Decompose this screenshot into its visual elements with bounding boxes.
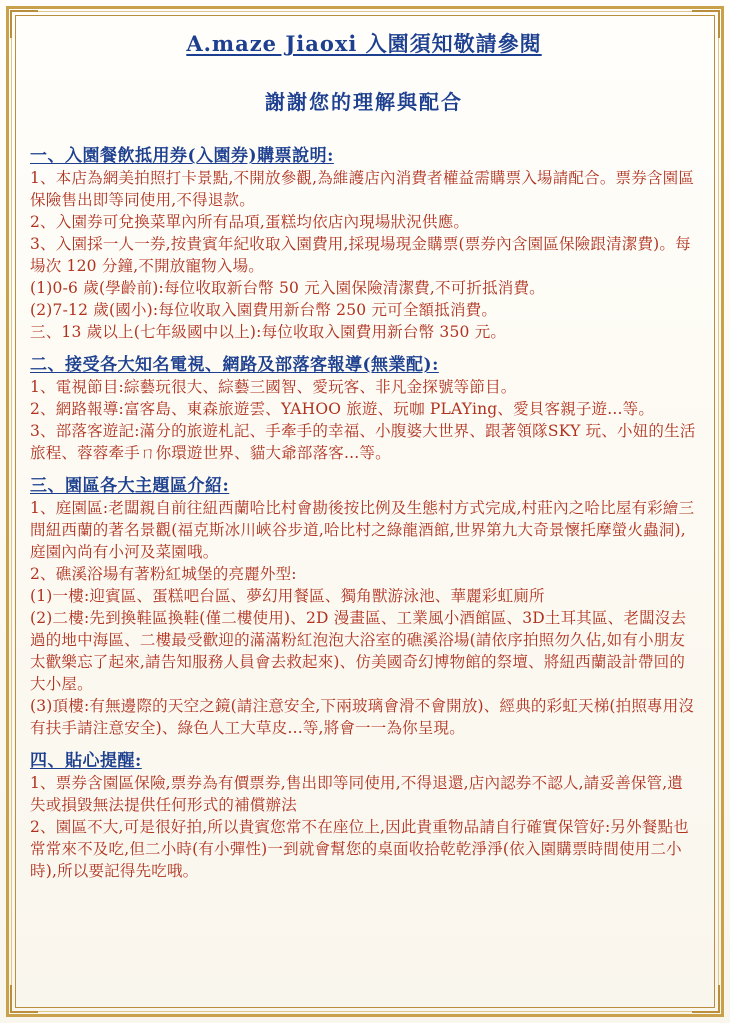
document-body [30, 141, 698, 882]
section-1-line-4: (1)0-6 歲(學齡前):每位收取新台幣 50 元入園保險清潔費,不可折抵消費。 [30, 279, 545, 297]
section-1-line-2: 2、入園券可兌換菜單內所有品項,蛋糕均依店內現場狀況供應。 [30, 213, 470, 231]
section-2-line-1: 1、電視節目:綜藝玩很大、綜藝三國智、愛玩客、非凡金探號等節目。 [30, 378, 517, 396]
page-subtitle: 謝謝您的理解與配合 [265, 90, 463, 114]
section-heading-3: 三、園區各大主題區介紹: [30, 476, 230, 496]
section-3-line-1: 1、庭園區:老闆親自前往紐西蘭哈比村會勘後按比例及生態村方式完成,村莊內之哈比屋有彩繪三間紐西蘭的著名景觀(福克斯冰川峽谷步道,哈比村之綠龍酒館,世界第九大奇景懷托摩螢火蟲洞),庭園內尚有小河及菜園哦。 [30, 499, 695, 561]
section-3-line-4: (2)二樓:先到換鞋區換鞋(僅二樓使用)、2D 漫畫區、工業風小酒館區、3D土耳其區、老闆沒去過的地中海區、二樓最受歡迎的滿滿粉紅泡泡大浴室的礁溪浴場(請依序拍照勿久佔,如有小朋友太歡樂忘了起來,請告知服務人員會去救起來)、仿美國奇幻博物館的祭壇、將紐西蘭設計帶回的大小屋。 [30, 609, 687, 693]
section-1-line-5: (2)7-12 歲(國小):每位收取入園費用新台幣 250 元可全額抵消費。 [30, 301, 498, 319]
section-1-line-6: 三、13 歲以上(七年級國中以上):每位收取入園費用新台幣 350 元。 [30, 323, 507, 341]
page-title: A.maze Jiaoxi 入園須知敬請參閱 [186, 31, 542, 56]
section-4-line-1: 1、票券含園區保險,票券為有價票券,售出即等同使用,不得退還,店內認券不認人,請妥善保管,遺失或損毀無法提供任何形式的補償辦法 [30, 774, 684, 814]
section-3-line-5: (3)頂樓:有無邊際的天空之鏡(請注意安全,下兩玻璃會滑不會開放)、經典的彩虹天梯(拍照專用沒有扶手請注意安全)、綠色人工大草皮...等,將會一一為你呈現。 [30, 697, 695, 737]
section-4-line-2: 2、園區不大,可是很好拍,所以貴賓您常不在座位上,因此貴重物品請自行確實保管好:另外餐點也常常來不及吃,但二小時(有小彈性)一到就會幫您的桌面收拾乾乾淨淨(依入園購票時間使用二小時),所以要記得先吃哦。 [30, 818, 689, 880]
section-heading-4: 四、貼心提醒: [30, 751, 142, 771]
section-2-line-2: 2、網路報導:富客島、東森旅遊雲、YAHOO 旅遊、玩咖 PLAYing、愛貝客親子遊...等。 [30, 400, 655, 418]
section-1-line-1: 1、本店為網美拍照打卡景點,不開放參觀,為維護店內消費者權益需購票入場請配合。票券含園區保險售出即等同使用,不得退款。 [30, 169, 695, 209]
section-2-line-3: 3、部落客遊記:滿分的旅遊札記、手牽手的幸福、小腹婆大世界、跟著領隊SKY 玩、小妞的生活旅程、蓉蓉牽手ㄇ你環遊世界、貓大爺部落客...等。 [30, 422, 696, 462]
document-content [30, 18, 698, 1003]
section-3-line-2: 2、礁溪浴場有著粉紅城堡的亮麗外型: [30, 565, 297, 583]
section-heading-2: 二、接受各大知名電視、網路及部落客報導(無業配): [30, 355, 439, 375]
section-1-line-3: 3、入園採一人一券,按貴賓年紀收取入園費用,採現場現金購票(票券內含園區保險跟清潔費)。每場次 120 分鐘,不開放寵物入場。 [30, 235, 691, 275]
section-heading-1: 一、入園餐飲抵用券(入園券)購票說明: [30, 146, 334, 166]
section-3-line-3: (1)一樓:迎賓區、蛋糕吧台區、夢幻用餐區、獨角獸游泳池、華麗彩虹廁所 [30, 587, 545, 605]
